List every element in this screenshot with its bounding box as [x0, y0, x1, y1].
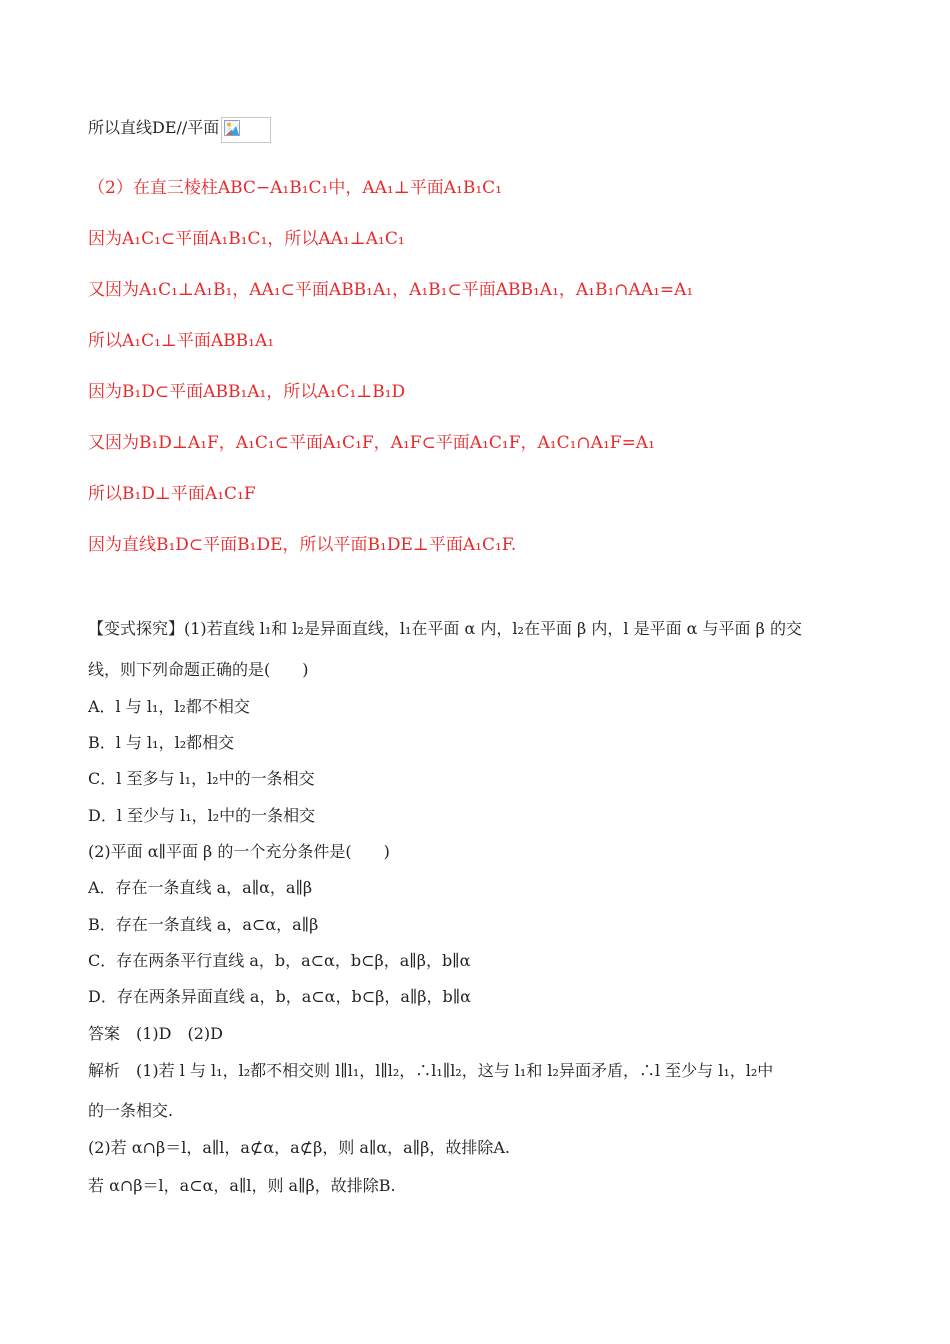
broken-image-placeholder: [221, 117, 271, 143]
conclusion-line: [88, 117, 271, 143]
q2-option-b: B．存在一条直线 a，a⊂α，a∥β: [88, 915, 319, 934]
answer-line: 答案 (1)D (2)D: [88, 1024, 223, 1043]
proof-line-7: 所以B₁D⊥平面A₁C₁F: [88, 484, 256, 504]
broken-image-icon: [224, 120, 240, 136]
variant-question-1-line-1: 【变式探究】(1)若直线 l₁和 l₂是异面直线，l₁在平面 α 内，l₂在平面 β 内，l 是平面 α 与平面 β 的交: [88, 619, 802, 638]
q2-option-a: A．存在一条直线 a，a∥α，a∥β: [88, 878, 313, 897]
proof-line-8: 因为直线B₁D⊂平面B₁DE，所以平面B₁DE⊥平面A₁C₁F.: [88, 535, 517, 555]
q1-option-b: B．l 与 l₁，l₂都相交: [88, 733, 235, 752]
proof-line-3: 又因为A₁C₁⊥A₁B₁，AA₁⊂平面ABB₁A₁，A₁B₁⊂平面ABB₁A₁，A₁B₁∩AA₁=A₁: [88, 280, 694, 300]
q2-stem: (2)平面 α∥平面 β 的一个充分条件是( ): [88, 842, 390, 861]
variant-question-1-line-2: 线，则下列命题正确的是( ): [88, 660, 309, 679]
analysis-3-line: 若 α∩β＝l，a⊂α，a∥l，则 a∥β，故排除B.: [88, 1176, 396, 1195]
proof-line-4: 所以A₁C₁⊥平面ABB₁A₁: [88, 331, 275, 351]
q1-option-c: C．l 至多与 l₁，l₂中的一条相交: [88, 769, 315, 788]
analysis-1-line-1: 解析 (1)若 l 与 l₁，l₂都不相交则 l∥l₁，l∥l₂，∴l₁∥l₂，这与 l₁和 l₂异面矛盾，∴l 至少与 l₁，l₂中: [88, 1061, 774, 1080]
q1-option-d: D．l 至少与 l₁，l₂中的一条相交: [88, 806, 316, 825]
q2-option-d: D．存在两条异面直线 a，b，a⊂α，b⊂β，a∥β，b∥α: [88, 987, 471, 1006]
proof-line-5: 因为B₁D⊂平面ABB₁A₁，所以A₁C₁⊥B₁D: [88, 382, 406, 402]
proof-line-1: （2）在直三棱柱ABC−A₁B₁C₁中，AA₁⊥平面A₁B₁C₁: [88, 178, 502, 198]
proof-line-6: 又因为B₁D⊥A₁F，A₁C₁⊂平面A₁C₁F，A₁F⊂平面A₁C₁F，A₁C₁∩A₁F=A₁: [88, 433, 655, 453]
q1-option-a: A．l 与 l₁，l₂都不相交: [88, 697, 250, 716]
analysis-1-line-2: 的一条相交.: [88, 1101, 174, 1120]
q2-option-c: C．存在两条平行直线 a，b，a⊂α，b⊂β，a∥β，b∥α: [88, 951, 471, 970]
conclusion-text: 所以直线DE//平面: [88, 118, 220, 137]
proof-line-2: 因为A₁C₁⊂平面A₁B₁C₁，所以AA₁⊥A₁C₁: [88, 229, 405, 249]
analysis-2-line: (2)若 α∩β＝l，a∥l，a⊄α，a⊄β，则 a∥α，a∥β，故排除A.: [88, 1138, 510, 1157]
